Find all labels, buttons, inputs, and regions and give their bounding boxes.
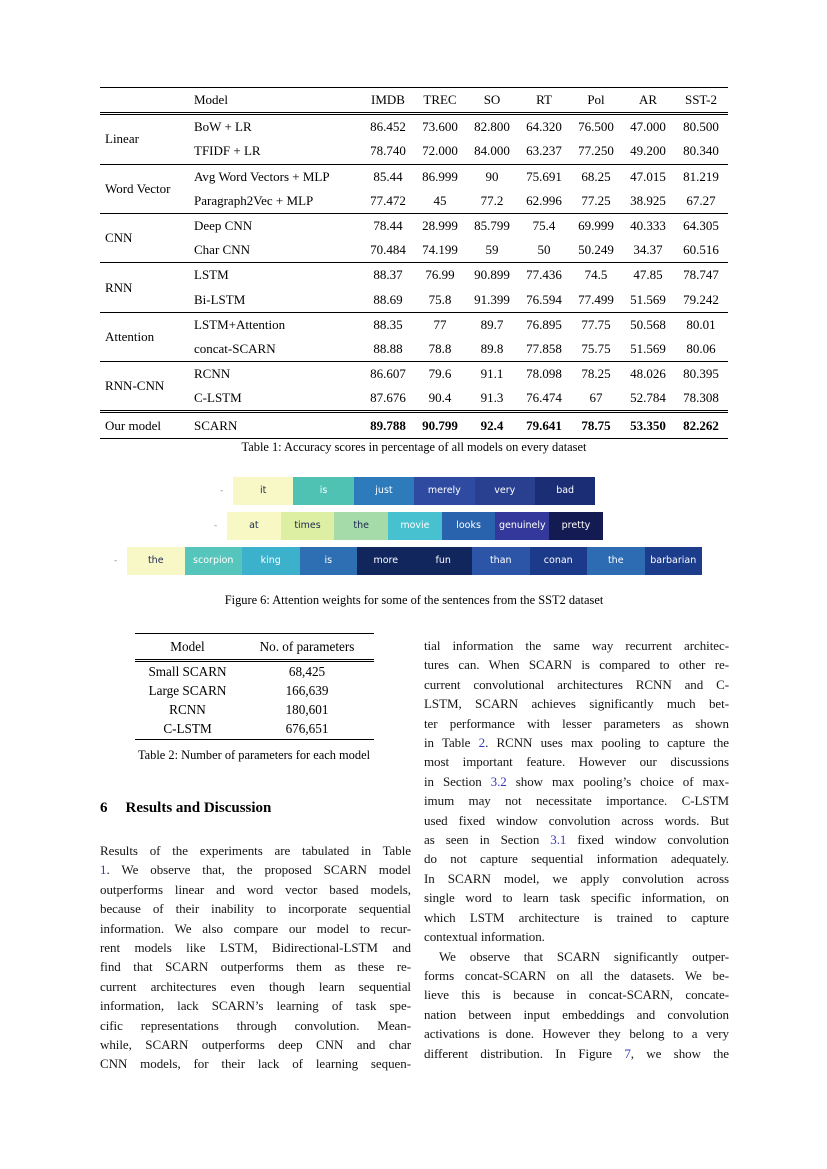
- table1-value: 78.8: [428, 340, 452, 356]
- table1-value: 67: [589, 390, 603, 406]
- table1-value: 81.219: [674, 164, 728, 189]
- table1-model: BoW + LR: [192, 114, 362, 140]
- table1-value: 77.2: [480, 192, 504, 208]
- table1-value: 86.999: [414, 164, 466, 189]
- text-line: [424, 811, 729, 830]
- attention-cell: king: [242, 547, 300, 575]
- table1-row: [100, 213, 728, 238]
- attention-cell: than: [472, 547, 530, 575]
- table1-value: 49.200: [630, 143, 666, 159]
- section-title: Results and Discussion: [125, 800, 272, 816]
- text-span: . RCNN uses max pooling to capture the: [485, 735, 729, 751]
- attention-cell: scorpion: [185, 547, 243, 575]
- text-line: [424, 849, 729, 868]
- text-line: [424, 714, 729, 733]
- table1-row: [100, 114, 728, 140]
- table2-model: Large SCARN: [148, 682, 227, 698]
- text-line: [424, 927, 729, 946]
- table1-model: Avg Word Vectors + MLP: [192, 164, 362, 189]
- text-span: used fixed window convolution across words. But: [424, 812, 729, 828]
- text-span: CNN models, for their lack of learning sequen-: [100, 1056, 411, 1072]
- text-span: show max pooling’s choice of max-: [506, 773, 729, 789]
- table1-col-header: RT: [518, 88, 570, 114]
- table1-model: Char CNN: [194, 242, 250, 258]
- attention-cell: fun: [415, 547, 473, 575]
- text-span: single word to learn task specific information, on: [424, 890, 729, 906]
- table1-value: 90: [466, 164, 518, 189]
- table2-parameters: [135, 633, 374, 740]
- table2-row: [135, 720, 374, 740]
- text-span: tures can. When SCARN is compared to other re-: [424, 657, 729, 673]
- table1-row: [100, 164, 728, 189]
- attention-cell: genuinely: [495, 512, 549, 540]
- text-line: [100, 977, 411, 996]
- table1-value: 47.000: [622, 114, 674, 140]
- axis-tick-label: -: [114, 556, 118, 566]
- table1-model: RCNN: [192, 362, 362, 387]
- text-line: [424, 1005, 729, 1024]
- table1-col-header: Model: [192, 88, 362, 114]
- table1-value: 79.6: [414, 362, 466, 387]
- text-span: in Section: [424, 773, 491, 789]
- table1-value: 76.474: [526, 390, 562, 406]
- table2-params: 180,601: [285, 701, 329, 717]
- table1-value: 75.4: [518, 213, 570, 238]
- text-line: [100, 938, 411, 957]
- table2-row: [135, 681, 374, 700]
- attention-cell: the: [334, 512, 388, 540]
- attention-cell: merely: [414, 477, 474, 505]
- table1-value: 70.484: [370, 242, 406, 258]
- table2-col-header: No. of parameters: [240, 634, 374, 661]
- text-line: [100, 1035, 411, 1054]
- table1-row: [100, 263, 728, 288]
- table1-value: 34.37: [633, 242, 663, 258]
- table1-value: 45: [433, 192, 447, 208]
- table1-value: 88.37: [362, 263, 414, 288]
- table1-value: 64.305: [674, 213, 728, 238]
- table2-row: [135, 661, 374, 682]
- text-line: [100, 919, 411, 938]
- text-line: [424, 772, 729, 791]
- table1-value: 48.026: [622, 362, 674, 387]
- table1-value: 64.320: [518, 114, 570, 140]
- text-span: information, lack SCARN’s learning of task spe-: [100, 998, 411, 1014]
- table1-value: 77.858: [526, 340, 562, 356]
- table1-row: [100, 386, 728, 412]
- text-line: [424, 985, 729, 1004]
- table1-value: 75.691: [518, 164, 570, 189]
- xref-link[interactable]: 2: [478, 735, 486, 751]
- table1-value: 87.676: [370, 390, 406, 406]
- table1-model: TFIDF + LR: [194, 143, 261, 159]
- text-line: [424, 869, 729, 888]
- attention-cell: just: [354, 477, 414, 505]
- table1-value: 78.44: [362, 213, 414, 238]
- xref-link[interactable]: 3.1: [550, 832, 567, 848]
- table2-header-row: [135, 634, 374, 661]
- attention-cell: more: [357, 547, 415, 575]
- table1-category: Our model: [100, 412, 192, 438]
- table1-value: 50.249: [578, 242, 614, 258]
- table1-row: [100, 337, 728, 362]
- table2-params: 676,651: [240, 720, 374, 740]
- table1-value: 75.75: [581, 340, 611, 356]
- text-span: tial information the same way recurrent architec-: [424, 638, 729, 653]
- left-column: [100, 841, 411, 1074]
- table1-col-header: AR: [622, 88, 674, 114]
- table2-params: 68,425: [288, 663, 326, 679]
- table1-value: 74.5: [570, 263, 622, 288]
- table1-category: Word Vector: [100, 164, 192, 213]
- table1-value: 68.25: [570, 164, 622, 189]
- right-column: [424, 636, 729, 1063]
- attention-cell: pretty: [549, 512, 603, 540]
- table1-value: 90.899: [466, 263, 518, 288]
- table1-value: 73.600: [414, 114, 466, 140]
- table1-value: 82.262: [674, 412, 728, 438]
- table1-value: 77.499: [578, 291, 614, 307]
- table1-value: 80.395: [674, 362, 728, 387]
- text-span: rent models like LSTM, Bidirectional-LSTM and: [100, 940, 411, 956]
- text-span: while, SCARN outperforms deep CNN and char: [100, 1037, 411, 1053]
- text-line: [100, 880, 411, 899]
- text-line: [424, 830, 729, 849]
- table1-accuracy: [100, 87, 728, 439]
- table1-value: 89.7: [466, 312, 518, 337]
- text-line: [424, 733, 729, 752]
- table1-value: 50: [537, 242, 551, 258]
- table1-value: 76.99: [414, 263, 466, 288]
- table1-value: 77.250: [578, 143, 614, 159]
- text-span: find that SCARN outperforms them as these re-: [100, 959, 411, 975]
- attention-cell: it: [233, 477, 293, 505]
- paragraph: [100, 841, 411, 1074]
- table1-value: 75.8: [428, 291, 452, 307]
- table1-value: 78.098: [518, 362, 570, 387]
- table1-value: 78.75: [570, 412, 622, 438]
- table1-model: Deep CNN: [192, 213, 362, 238]
- text-line: [100, 996, 411, 1015]
- table1-row: [100, 189, 728, 214]
- text-span: In SCARN model, we apply convolution across: [424, 870, 729, 886]
- text-span: activations is done. However they belong to a very: [424, 1026, 729, 1042]
- table1-value: 62.996: [526, 192, 562, 208]
- table1-value: 77: [414, 312, 466, 337]
- text-line: [424, 1024, 729, 1043]
- table1-value: 59: [485, 242, 499, 258]
- table2-caption: Table 2: Number of parameters for each model: [137, 748, 371, 762]
- text-line: [424, 752, 729, 771]
- table1-value: 85.44: [362, 164, 414, 189]
- table1-value: 76.594: [526, 291, 562, 307]
- table1-value: 85.799: [466, 213, 518, 238]
- xref-link[interactable]: 1: [100, 862, 107, 878]
- table1-value: 52.784: [630, 390, 666, 406]
- table1-value: 28.999: [414, 213, 466, 238]
- attention-cell: bad: [535, 477, 595, 505]
- table1-row: [100, 412, 728, 438]
- table1-col-header: IMDB: [362, 88, 414, 114]
- table1-value: 80.01: [674, 312, 728, 337]
- table1-value: 76.895: [518, 312, 570, 337]
- table1-value: 92.4: [466, 412, 518, 438]
- table1-body: [100, 114, 728, 438]
- text-span: . We observe that, the proposed SCARN model: [106, 862, 411, 878]
- table1-row: [100, 312, 728, 337]
- text-span: forms concat-SCARN on all the datasets. We be-: [424, 967, 729, 983]
- text-line: [424, 655, 729, 674]
- section-number: 6: [100, 800, 108, 816]
- table1-value: 91.1: [466, 362, 518, 387]
- table1-value: 91.3: [480, 390, 504, 406]
- table1-value: 40.333: [622, 213, 674, 238]
- text-span: which LSTM architecture is trained to capture: [424, 909, 729, 925]
- text-span: cific representations through convolution. Mean-: [100, 1017, 411, 1033]
- attention-cell: times: [281, 512, 335, 540]
- table1-value: 60.516: [683, 242, 719, 258]
- table1-value: 51.569: [630, 340, 666, 356]
- table1-col-header: SO: [466, 88, 518, 114]
- xref-link[interactable]: 7: [624, 1045, 631, 1061]
- table1-value: 80.06: [686, 340, 716, 356]
- axis-tick-label: -: [214, 521, 218, 531]
- table2-params: 166,639: [285, 682, 329, 698]
- table1-value: 80.500: [674, 114, 728, 140]
- attention-cell: movie: [388, 512, 442, 540]
- table1-value: 90.4: [428, 390, 452, 406]
- text-span: as seen in Section: [424, 832, 551, 848]
- text-span: We observe that SCARN significantly outper-: [439, 948, 729, 964]
- section-heading: [100, 800, 271, 817]
- figure6-caption: Figure 6: Attention weights for some of the sentences from the SST2 dataset: [224, 593, 604, 607]
- text-span: ter performance with lesser parameters as shown: [424, 715, 729, 731]
- table1-value: 38.925: [630, 192, 666, 208]
- table1-corner-cell: [100, 88, 192, 114]
- table1-value: 72.000: [422, 143, 458, 159]
- table1-value: 77.75: [570, 312, 622, 337]
- table1-value: 89.788: [362, 412, 414, 438]
- text-line: [424, 636, 729, 655]
- table1-value: 69.999: [570, 213, 622, 238]
- table2-row: [135, 700, 374, 719]
- text-line: [424, 1044, 729, 1063]
- table2-model: Small SCARN: [148, 663, 227, 679]
- table1-value: 79.641: [518, 412, 570, 438]
- table1-model: SCARN: [192, 412, 362, 438]
- text-span: outperforms linear and word vector based models,: [100, 881, 411, 897]
- text-line: [424, 694, 729, 713]
- table1-value: 77.472: [370, 192, 406, 208]
- text-span: nation between input embeddings and convolution: [424, 1006, 729, 1022]
- table1-col-header: Pol: [570, 88, 622, 114]
- table1-value: 78.308: [683, 390, 719, 406]
- text-span: most important feature. However our discussions: [424, 754, 729, 770]
- table1-value: 63.237: [526, 143, 562, 159]
- text-line: [424, 908, 729, 927]
- text-line: [424, 947, 729, 966]
- text-line: [100, 957, 411, 976]
- attention-cell: conan: [530, 547, 588, 575]
- table1-value: 47.015: [622, 164, 674, 189]
- attention-cell: is: [300, 547, 358, 575]
- attention-row: [220, 477, 595, 505]
- attention-cell: barbarian: [645, 547, 703, 575]
- table1-value: 50.568: [622, 312, 674, 337]
- table1-value: 79.242: [683, 291, 719, 307]
- table1-category: CNN: [100, 213, 192, 262]
- attention-row: [114, 547, 702, 575]
- text-span: , we show the: [630, 1045, 729, 1061]
- table1-value: 88.88: [373, 340, 403, 356]
- table1-value: 51.569: [630, 291, 666, 307]
- table1-value: 74.199: [422, 242, 458, 258]
- attention-row: [214, 512, 603, 540]
- table1-model: Paragraph2Vec + MLP: [194, 192, 314, 208]
- table1-value: 88.35: [362, 312, 414, 337]
- xref-link[interactable]: 3.2: [490, 773, 507, 789]
- table1-row: [100, 288, 728, 313]
- table1-value: 84.000: [474, 143, 510, 159]
- table2-col-header: Model: [135, 634, 240, 661]
- table1-value: 90.799: [414, 412, 466, 438]
- text-span: fixed window convolution: [566, 832, 729, 848]
- text-line: [424, 966, 729, 985]
- text-span: contextual information.: [424, 929, 545, 945]
- attention-cell: is: [293, 477, 353, 505]
- table1-value: 76.500: [570, 114, 622, 140]
- table1-value: 77.25: [581, 192, 611, 208]
- table1-caption: Table 1: Accuracy scores in percentage of all models on every dataset: [241, 440, 587, 454]
- table1-value: 47.85: [622, 263, 674, 288]
- paragraph: [424, 636, 729, 947]
- table1-header-row: [100, 88, 728, 114]
- attention-cell: very: [475, 477, 535, 505]
- table1-model: LSTM: [192, 263, 362, 288]
- table1-value: 86.452: [362, 114, 414, 140]
- table1-model: Bi-LSTM: [194, 291, 246, 307]
- table1-value: 82.800: [466, 114, 518, 140]
- text-line: [424, 675, 729, 694]
- table1-value: 80.340: [683, 143, 719, 159]
- text-span: do not capture sequential information adequately.: [424, 851, 729, 867]
- table1-value: 78.25: [570, 362, 622, 387]
- table1-row: [100, 362, 728, 387]
- text-line: [424, 791, 729, 810]
- text-line: [100, 860, 411, 879]
- paragraph: [424, 947, 729, 1063]
- table1-row: [100, 139, 728, 164]
- text-line: [424, 888, 729, 907]
- table1-category: Attention: [100, 312, 192, 361]
- text-span: information. We also compare our model to recur-: [100, 920, 411, 936]
- table1-col-header: TREC: [414, 88, 466, 114]
- text-line: [100, 841, 411, 860]
- table1-value: 67.27: [686, 192, 716, 208]
- table1-model: concat-SCARN: [194, 340, 276, 356]
- table1-category: RNN-CNN: [100, 362, 192, 412]
- table1-value: 89.8: [480, 340, 504, 356]
- table1-value: 88.69: [373, 291, 403, 307]
- table1-col-header: SST-2: [674, 88, 728, 114]
- attention-cell: the: [127, 547, 185, 575]
- table1-row: [100, 238, 728, 263]
- table1-value: 53.350: [622, 412, 674, 438]
- table1-value: 77.436: [518, 263, 570, 288]
- text-span: current architectures even though learn sequential: [100, 978, 411, 994]
- table1-category: RNN: [100, 263, 192, 312]
- text-span: Results of the experiments are tabulated in Table: [100, 843, 411, 858]
- table1-value: 91.399: [474, 291, 510, 307]
- table1-model: C-LSTM: [194, 390, 242, 406]
- table1-model: LSTM+Attention: [192, 312, 362, 337]
- table2-model: C-LSTM: [135, 720, 240, 740]
- text-span: in Table: [424, 735, 479, 751]
- figure6-attention-heatmap: [0, 477, 827, 587]
- text-span: imum may not necessitate importance. C-LSTM: [424, 793, 729, 809]
- text-span: current convolutional architectures RCNN and C-: [424, 676, 729, 692]
- attention-cell: looks: [442, 512, 496, 540]
- table1-value: 78.740: [370, 143, 406, 159]
- attention-cell: the: [587, 547, 645, 575]
- text-span: because of their inability to incorporate sequential: [100, 901, 411, 917]
- attention-cell: at: [227, 512, 281, 540]
- text-span: LSTM, SCARN achieves significantly much bet-: [424, 696, 729, 712]
- text-line: [100, 1016, 411, 1035]
- text-span: different distribution. In Figure: [424, 1045, 625, 1061]
- table1-category: Linear: [100, 114, 192, 164]
- text-span: lieve this is because in concat-SCARN, concate-: [424, 987, 729, 1003]
- table2-body: [135, 661, 374, 740]
- table1-value: 78.747: [674, 263, 728, 288]
- table2-model: RCNN: [169, 701, 206, 717]
- table1-value: 86.607: [362, 362, 414, 387]
- text-line: [100, 899, 411, 918]
- axis-tick-label: -: [220, 486, 224, 496]
- text-line: [100, 1054, 411, 1073]
